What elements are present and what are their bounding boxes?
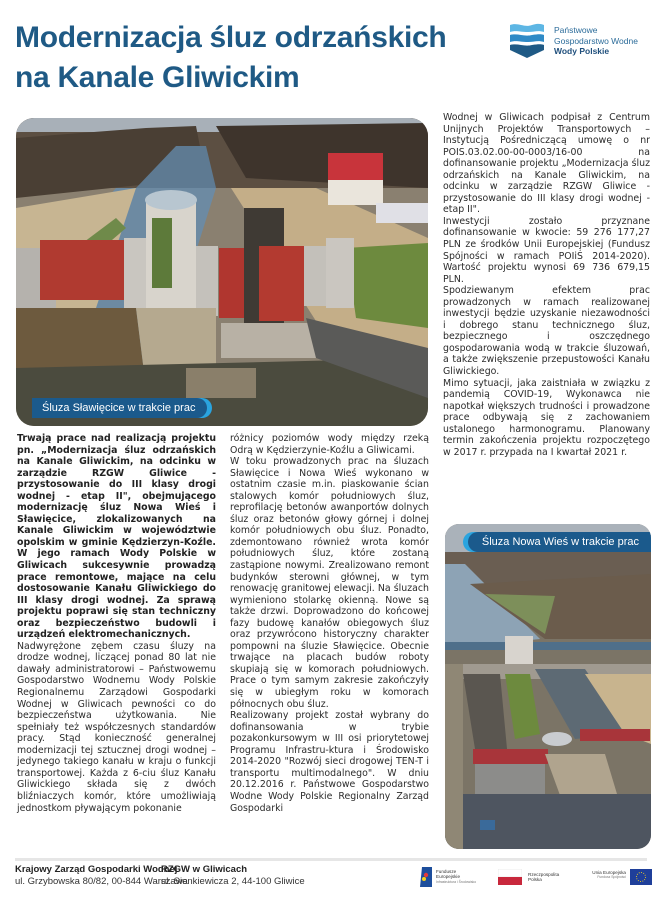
office-address: ul. Sienkiewicza 2, 44-100 Gliwice	[161, 876, 305, 887]
canal-lock-aerial-photo-icon	[445, 524, 651, 849]
polish-flag-icon	[498, 869, 522, 885]
paragraph: Mimo sytuacji, jaka zaistniała w związku z pandemią COVID-19, Wykonawca nie napotkał większych trudności i prowadzone prace odbywają się z zachowaniem ustalonego harmonogramu. Planowany termin zakończenia projektu rozpoczętego w 2017 r. przypada na I kwartał 2021 r.	[443, 377, 650, 458]
ue-text	[586, 870, 626, 881]
pl-text	[528, 872, 559, 883]
ue-sub: Fundusz Spójności	[597, 875, 626, 880]
ue-line-1: Unia Europejska	[592, 870, 626, 875]
title-line-1: Modernizacja śluz odrzańskich	[15, 21, 447, 54]
brand-line-3: Wody Polskie	[554, 46, 610, 56]
photo-nowa-wies-lock	[445, 524, 651, 849]
funding-logos	[420, 866, 650, 890]
office-name: RZGW w Gliwicach	[161, 864, 248, 875]
brand-line-2: Gospodarstwo Wodne	[554, 35, 638, 46]
office-address: ul. Grzybowska 80/82, 00-844 Warszawa	[15, 876, 188, 887]
fe-text	[436, 869, 476, 885]
fe-star-icon	[420, 867, 432, 887]
paragraph: Inwestycji zostało przyznane dofinansowanie w kwocie: 59 276 177,27 PLN ze środków Unii Europejskiej (Fundusz Spójności w ramach POIiŚ 2014-2020). Wartość projektu wynosi 69 736 679,15 PLN.	[443, 215, 650, 285]
photo-slawiecice-lock	[16, 118, 428, 426]
pl-line-2: Polska	[528, 877, 542, 883]
unia-europejska-logo	[586, 866, 652, 888]
paragraph: Realizowany projekt został wybrany do dofinansowania w trybie pozakonkursowym w III osi priorytetowej Programu Infrastru-ktura i Środowisko 2014-2020 "Rozwój sieci drogowej TEN-T i transportu multimodalnego". W dniu 20.12.2016 r. Państwowe Gospodarstwo Wodne Wody Polskie Regionalny Zarząd Gospodarki	[230, 710, 429, 814]
rzeczpospolita-polska-logo	[498, 866, 578, 888]
eu-flag-icon	[630, 869, 652, 885]
paragraph: Nadwyrężone zębem czasu śluzy na drodze wodnej, liczącej ponad 80 lat nie dawały administratorowi – Państwowemu Gospodarstwo Wodnemu Wody Polskie Regionalnemu Zarządowi Gospodarki Wodnej w Gliwicach pewności co do bezpieczeństwa użytkowania. Nie spełniały też współczesnych standardów pracy. Stąd konieczność generalnej modernizacji tej sztucznej drogi wodnej – jedynego takiego kanału w kraju o funkcji transportowej. Każda z 6-ciu śluz Kanału Gliwickiego składa się z dwóch bliźniaczych komór, które umożliwiają jednostkom pływającym pokonanie	[17, 640, 216, 814]
waves-shield-icon	[508, 22, 546, 62]
fe-line-2: Europejskie	[436, 874, 461, 880]
pl-line-1: Rzeczpospolita	[528, 872, 560, 877]
page-title	[15, 18, 485, 98]
fe-line-1: Fundusze	[436, 869, 457, 874]
wody-polskie-logo	[508, 22, 658, 62]
footer-divider	[15, 858, 647, 861]
canal-lock-photo-icon	[16, 118, 428, 426]
photo-caption: Śluza Nowa Wieś w trakcie prac	[468, 532, 651, 552]
article-column-3	[443, 112, 650, 458]
brand-line-1: Państwowe	[554, 25, 598, 35]
paragraph: W toku prowadzonych prac na śluzach Sławięcice i Nowa Wieś wykonano w ostatnim czasie m.in. piaskowanie ścian stalowych komór południowych śluz, reprofilację betonów awanportów dolnych śluz oraz betonów głowy górnej i dolnej komór południowych obu śluz. Ponadto, zdemontowano również wrota komór południowych śluz, które zostaną zastąpione nowymi. Zrealizowano remont budynków sterowni głównej, w tym renowację granitowej elewacji. Na śluzach wymieniono stolarkę okienną. Nowe są także drzwi. Doprowadzono do końcowej fazy budowę kanałów obiegowych śluz oraz przywrócono historyczny charakter pompowni na śluzie Sławięcice. Obecnie trwające na placach budów roboty skupiają się w komorach południowych. Prace o tym samym zakresie zakończyły się w ubiegłym roku w komorach północnych obu śluz.	[230, 456, 429, 710]
footer-address-rzgw	[161, 864, 305, 888]
office-name: Krajowy Zarząd Gospodarki Wodnej	[15, 864, 178, 875]
fundusze-europejskie-logo	[420, 866, 490, 888]
paragraph: różnicy poziomów wody między rzeką Odrą w Kędzierzynie-Koźlu a Gliwicami.	[230, 433, 429, 456]
brand-name	[554, 25, 638, 57]
fe-sub: Infrastruktura i Środowisko	[436, 879, 477, 884]
paragraph: Spodziewanym efektem prac prowadzonych w ramach realizowanej inwestycji będzie uzyskanie niezawodności i dobrego stanu technicznego śluz, bezpiecznego i oszczędnego gospodarowania wodą w trakcie śluzowań, a także zwiększenie przepustowości Kanału Gliwickiego.	[443, 285, 650, 378]
title-line-2: na Kanale Gliwickim	[15, 61, 300, 94]
photo-caption: Śluza Sławięcice w trakcie prac	[32, 398, 207, 418]
paragraph: Wodnej w Gliwicach podpisał z Centrum Unijnych Projektów Transportowych – Instytucją Pośredniczącą umowę o nr POIS.03.02.00-00-0003/16-00 na dofinansowanie projektu „Modernizacja śluz odrzańskich na Kanale Gliwickim, na odcinku w zarządzie RZGW Gliwice - przystosowanie do III klasy drogi wodnej - etap II".	[443, 112, 650, 216]
lead-paragraph: Trwają prace nad realizacją projektu pn. „Modernizacja śluz odrzańskich na Kanale Gliwickim, na odcinku w zarządzie RZGW Gliwice - przystosowanie do III klasy drogi wodnej - etap II", obejmującego modernizację śluz Nowa Wieś i Sławięcice, zlokalizowanych na Kanale Gliwickim w województwie opolskim w gminie Kędzierzyn-Koźle. W jego ramach Wody Polskie w Gliwicach sukcesywnie prowadzą prace remontowe, mające na celu dostosowanie Kanału Gliwickiego do III klasy drogi wodnej. Za sprawą projektu poprawi się stan techniczny oraz bezpieczeństwo budowli i urządzeń elektromechanicznych.	[17, 433, 216, 641]
article-column-1	[17, 433, 216, 814]
article-column-2	[230, 433, 429, 814]
